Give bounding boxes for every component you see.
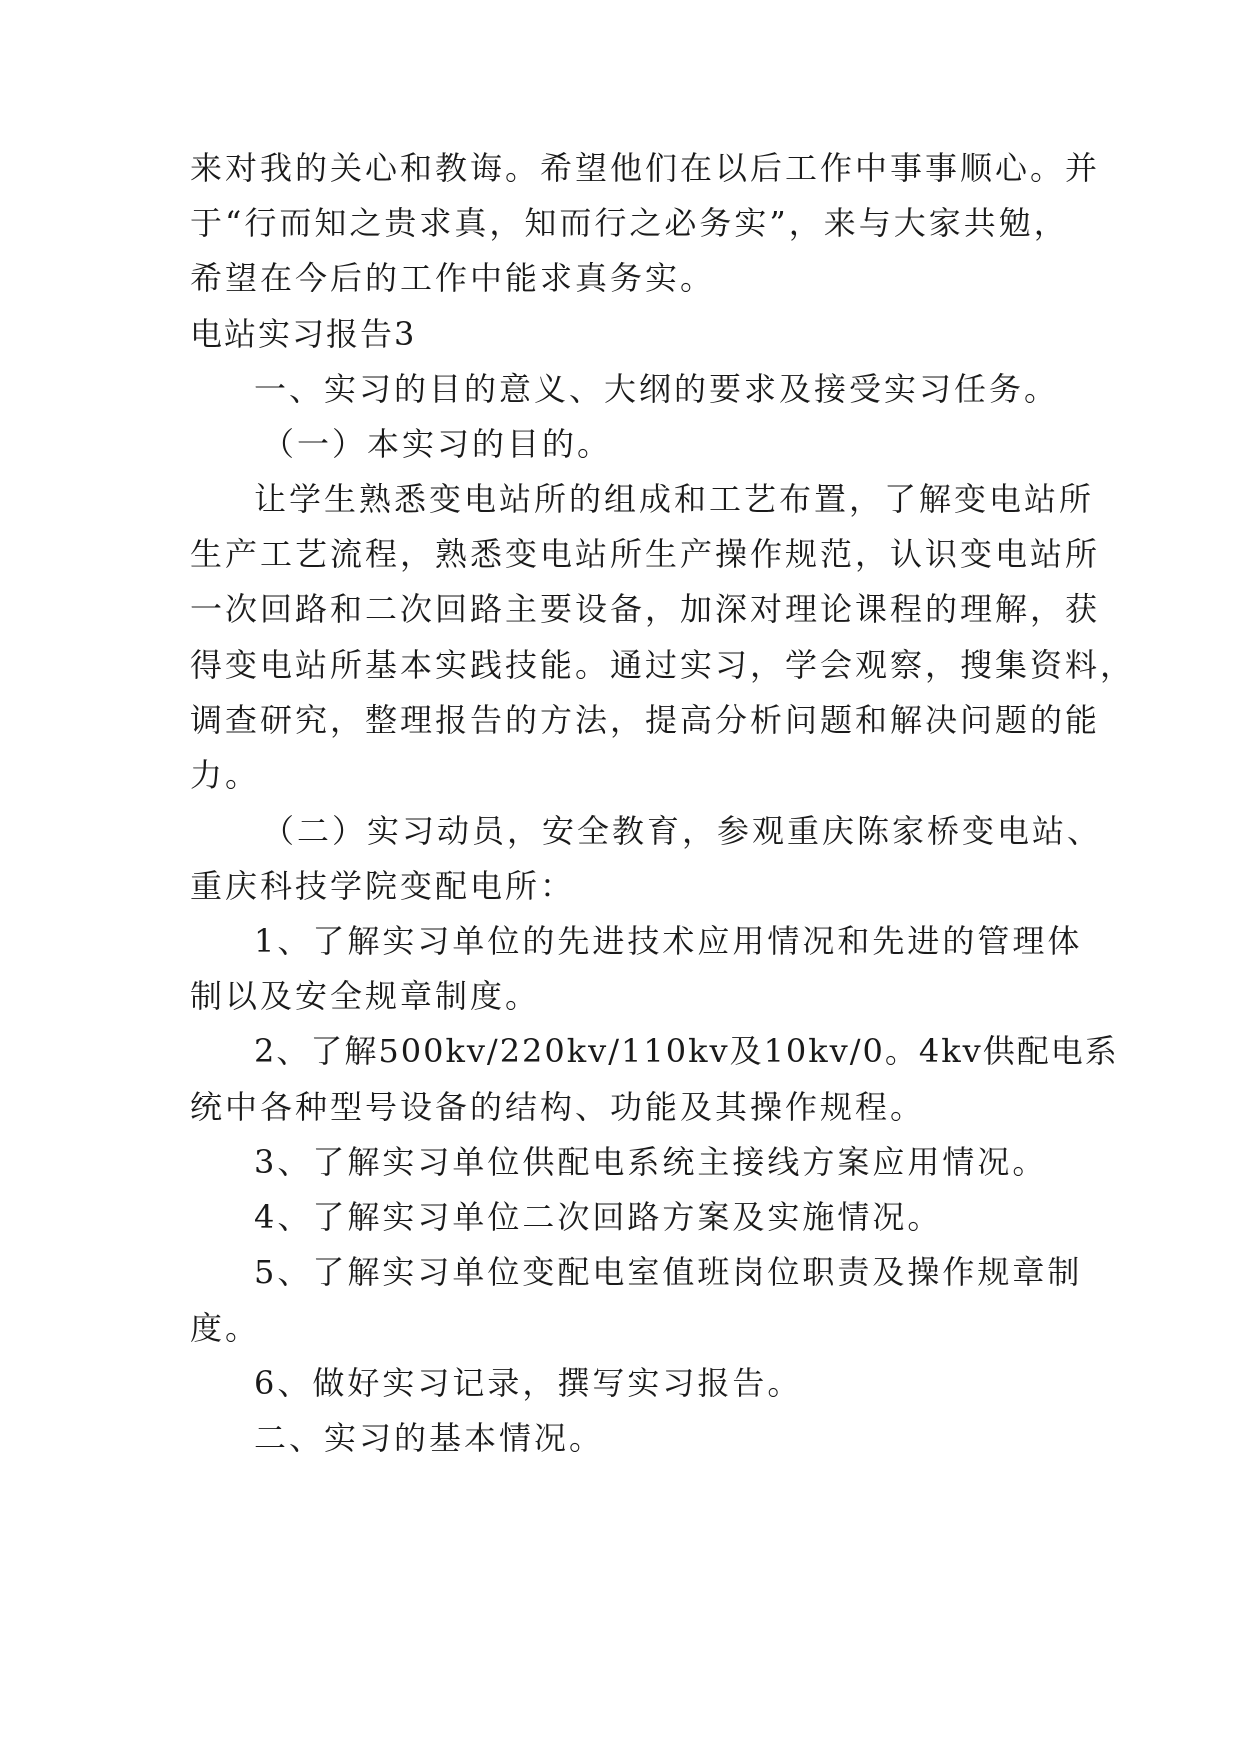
list-item: 4、了解实习单位二次回路方案及实施情况。 [254, 1198, 943, 1236]
heading-level-1: 一、实习的目的意义、大纲的要求及接受实习任务。 [254, 370, 1060, 408]
text-line: 来对我的关心和教诲。希望他们在以后工作中事事顺心。并 [190, 149, 1101, 187]
paragraph-line: 让学生熟悉变电站所的组成和工艺布置，了解变电站所 [254, 480, 1095, 518]
paragraph-line: 力。 [190, 756, 261, 794]
paragraph-line: 重庆科技学院变配电所： [190, 867, 576, 905]
list-item: 6、做好实习记录，撰写实习报告。 [254, 1364, 803, 1402]
list-item-continuation: 统中各种型号设备的结构、功能及其操作规程。 [190, 1088, 926, 1126]
list-item: 2、了解500kv/220kv/110kv及10kv/0。4kv供配电系 [254, 1032, 1119, 1070]
text-line: 于“行而知之贵求真，知而行之必务实”，来与大家共勉， [190, 204, 1069, 242]
paragraph-line: 生产工艺流程，熟悉变电站所生产操作规范，认识变电站所 [190, 535, 1101, 573]
heading-level-1: 二、实习的基本情况。 [254, 1419, 605, 1457]
list-item-continuation: 制以及安全规章制度。 [190, 977, 541, 1015]
list-item: 1、了解实习单位的先进技术应用情况和先进的管理体 [254, 922, 1083, 960]
text-line: 希望在今后的工作中能求真务实。 [190, 259, 716, 297]
list-item-continuation: 度。 [190, 1309, 261, 1347]
section-title: 电站实习报告3 [190, 315, 417, 353]
paragraph-line: 得变电站所基本实践技能。通过实习，学会观察，搜集资料， [190, 646, 1136, 684]
list-item: 5、了解实习单位变配电室值班岗位职责及操作规章制 [254, 1253, 1083, 1291]
heading-level-2: （一）本实习的目的。 [262, 425, 613, 463]
list-item: 3、了解实习单位供配电系统主接线方案应用情况。 [254, 1143, 1048, 1181]
paragraph-line: 一次回路和二次回路主要设备，加深对理论课程的理解，获 [190, 590, 1101, 628]
heading-level-2: （二）实习动员，安全教育，参观重庆陈家桥变电站、 [262, 812, 1103, 850]
paragraph-line: 调查研究，整理报告的方法，提高分析问题和解决问题的能 [190, 701, 1101, 739]
